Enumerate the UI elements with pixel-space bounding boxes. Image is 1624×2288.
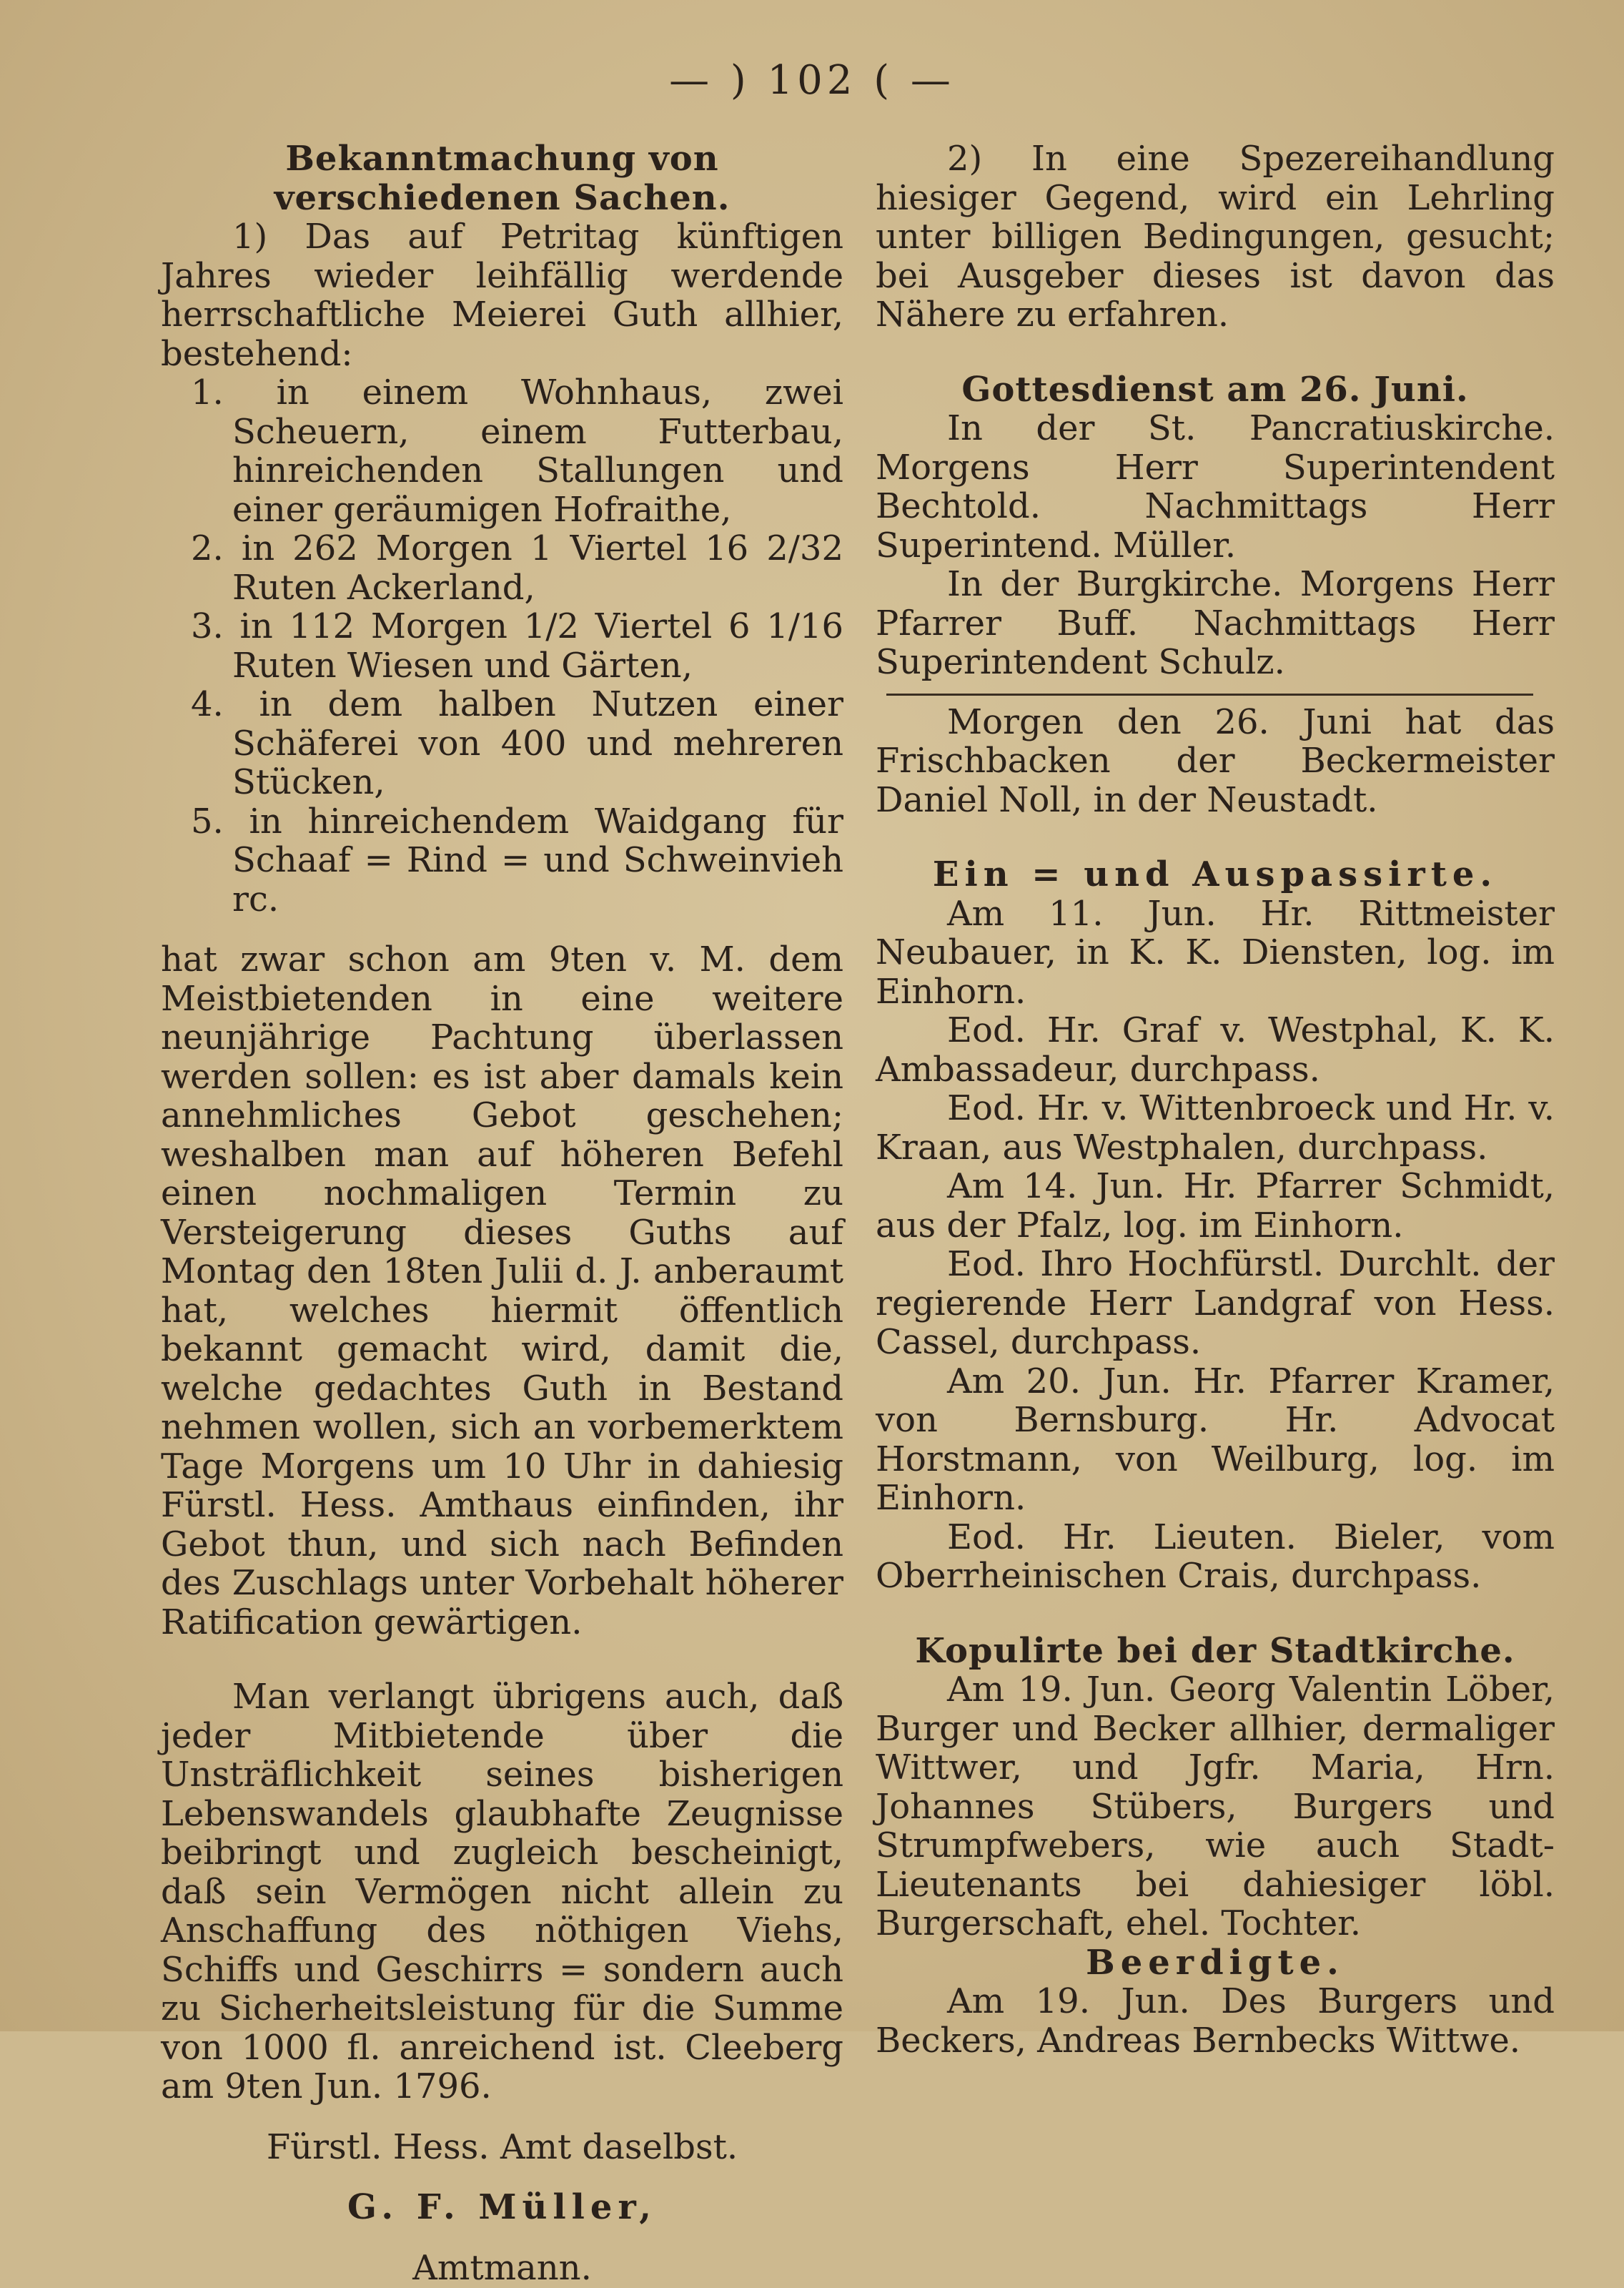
service-burgkirche: In der Burgkirche. Morgens Herr Pfarrer Buff. Nachmittags Herr Superintendent Schulz. xyxy=(876,564,1555,682)
burial-entry: Am 19. Jun. Des Burgers und Beckers, Andreas Bernbecks Wittwe. xyxy=(876,1981,1555,2061)
list-item: 1. in einem Wohnhaus, zwei Scheuern, einem Futterbau, hinreichenden Stallungen und einer geräumigen Hofraithe, xyxy=(191,373,843,530)
signature-name: G. F. Müller, xyxy=(347,2187,657,2227)
baking-notice: Morgen den 26. Juni hat das Frischbacken der Beckermeister Daniel Noll, in der Neustadt. xyxy=(876,701,1555,820)
arrivals-heading: Ein = und Auspassirte. xyxy=(932,854,1498,894)
list-item: 4. in dem halben Nutzen einer Schäferei von 400 und mehreren Stücken, xyxy=(191,684,843,802)
list-item: Am 11. Jun. Hr. Rittmeister Neubauer, in K. K. Diensten, log. im Einhorn. xyxy=(876,893,1555,1012)
service-heading: Gottesdienst am 26. Juni. xyxy=(961,369,1469,410)
list-item: 3. in 112 Morgen 1/2 Viertel 6 1/16 Ruten Wiesen und Gärten, xyxy=(191,606,843,686)
service-pancratius: In der St. Pancratiuskirche. Morgens Herr Superintendent Bechtold. Nachmittags Herr Superintend. Müller. xyxy=(876,408,1555,566)
list-item: Am 14. Jun. Hr. Pfarrer Schmidt, aus der Pfalz, log. im Einhorn. xyxy=(876,1166,1555,1246)
apprentice-notice: 2) In eine Spezereihandlung hiesiger Gegend, wird ein Lehrling unter billigen Bedingungen, gesucht; bei Ausgeber dieses ist davon das Nähere zu erfahren. xyxy=(876,139,1555,335)
signature-title: Amtmann. xyxy=(412,2247,592,2288)
announcement-conditions: Man verlangt übrigens auch, daß jeder Mitbietende über die Unsträflichkeit seines bisherigen Lebenswandels glaubhafte Zeugnisse beibringt und zugleich bescheinigt, daß sein Vermögen nicht allein zu Anschaffung des nöthigen Viehs, Schiffs und Geschirrs = sondern auch zu Sicherheitsleistung für die Summe von 1000 fl. anreichend ist. Cleeberg am 9ten Jun. 1796. xyxy=(161,1677,843,2106)
signature-office: Fürstl. Hess. Amt daselbst. xyxy=(266,2126,738,2167)
list-item: Eod. Ihro Hochfürstl. Durchlt. der regierende Herr Landgraf von Hess. Cassel, durchpass. xyxy=(876,1244,1555,1362)
announcements-heading: Bekanntmachung von verschiedenen Sachen. xyxy=(274,139,731,218)
list-item: 2. in 262 Morgen 1 Viertel 16 2/32 Ruten Ackerland, xyxy=(191,528,843,608)
marriages-heading: Kopulirte bei der Stadtkirche. xyxy=(915,1630,1515,1671)
section-divider xyxy=(886,694,1533,696)
left-column xyxy=(161,139,843,2287)
marriage-entry: Am 19. Jun. Georg Valentin Löber, Burger und Becker allhier, dermaliger Wittwer, und Jgfr. Maria, Hrn. Johannes Stübers, Burgers und Strumpfwebers, wie auch Stadt-Lieutenants bei dahiesiger löbl. Burgerschaft, ehel. Tochter. xyxy=(876,1670,1555,1943)
list-item: Eod. Hr. Graf v. Westphal, K. K. Ambassadeur, durchpass. xyxy=(876,1010,1555,1090)
list-item: Eod. Hr. Lieuten. Bieler, vom Oberrheinischen Crais, durchpass. xyxy=(876,1517,1555,1596)
announcement-body: hat zwar schon am 9ten v. M. dem Meistbietenden in eine weitere neunjährige Pachtung überlassen werden sollen: es ist aber damals kein annehmliches Gebot geschehen; weshalben man auf höheren Befehl einen nochmaligen Termin zu Versteigerung dieses Guths auf Montag den 18ten Julii d. J. anberaumt hat, welches hiermit öffentlich bekannt gemacht wird, damit die, welche gedachtes Guth in Bestand nehmen wollen, sich an vorbemerktem Tage Morgens um 10 Uhr in dahiesig Fürstl. Hess. Amthaus einfinden, ihr Gebot thun, und sich nach Befinden des Zuschlags unter Vorbehalt höherer Ratification gewärtigen. xyxy=(161,940,843,1642)
burials-heading: Beerdigte. xyxy=(1086,1942,1345,1983)
list-item: Am 20. Jun. Hr. Pfarrer Kramer, von Bernsburg. Hr. Advocat Horstmann, von Weilburg, log. im Einhorn. xyxy=(876,1361,1555,1518)
list-item: 5. in hinreichendem Waidgang für Schaaf = Rind = und Schweinvieh rc. xyxy=(191,801,843,919)
page-number: — ) 102 ( — xyxy=(669,57,955,104)
announcement-intro: 1) Das auf Petritag künftigen Jahres wieder leihfällig werdende herrschaftliche Meierei Guth allhier, bestehend: xyxy=(161,217,843,374)
list-item: Eod. Hr. v. Wittenbroeck und Hr. v. Kraan, aus Westphalen, durchpass. xyxy=(876,1088,1555,1168)
right-column xyxy=(876,139,1555,2060)
